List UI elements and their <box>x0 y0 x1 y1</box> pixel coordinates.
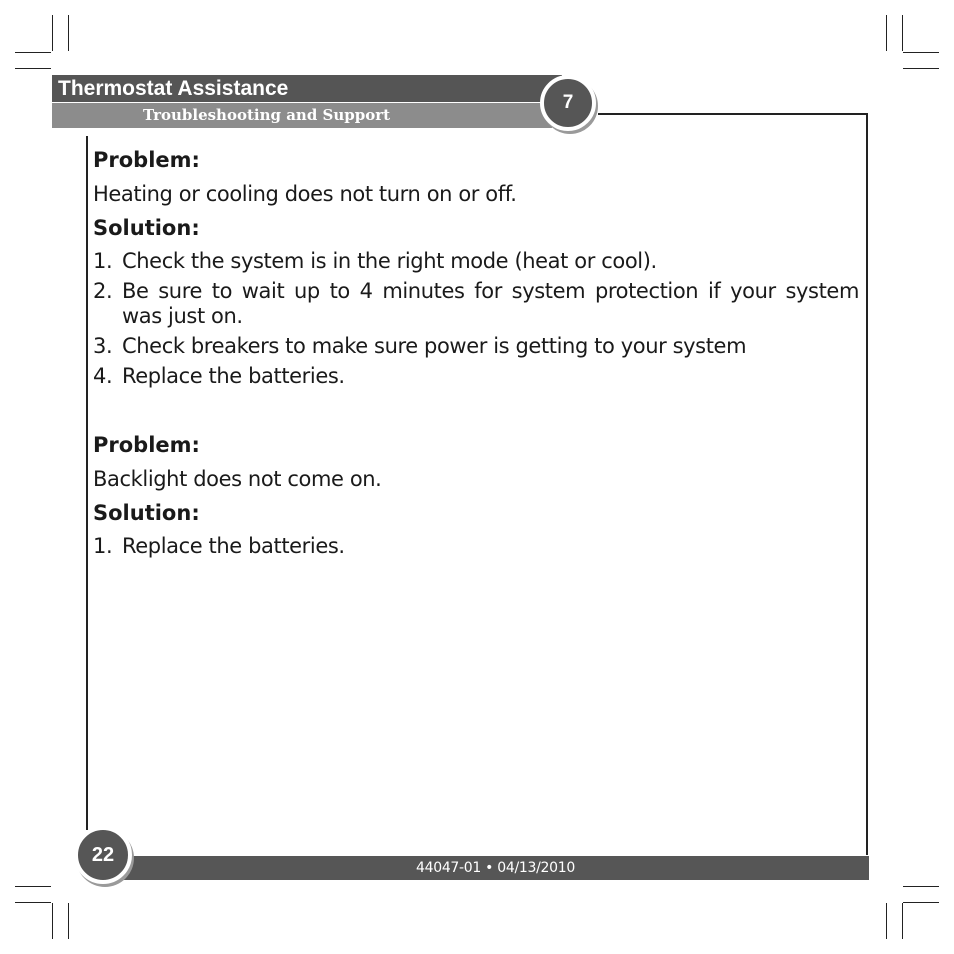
frame-top-rule <box>598 113 868 115</box>
solution-step <box>93 279 859 329</box>
crop-mark <box>903 886 939 887</box>
page-title: Thermostat Assistance <box>58 77 289 100</box>
problem-text: Heating or cooling does not turn on or off. <box>93 182 517 206</box>
crop-mark <box>902 903 903 939</box>
step-text: Replace the batteries. <box>122 534 345 558</box>
crop-mark <box>52 15 53 51</box>
solution-label: Solution: <box>93 216 200 240</box>
crop-mark <box>15 886 51 887</box>
step-number: 3. <box>93 334 113 358</box>
problem-section <box>93 428 859 559</box>
document-info: 44047-01 • 04/13/2010 <box>416 860 575 876</box>
solution-step <box>93 334 859 359</box>
crop-mark <box>903 902 939 903</box>
solution-step <box>93 364 859 389</box>
crop-mark <box>68 903 69 939</box>
problem-label: Problem: <box>93 433 200 457</box>
frame-right-rule <box>866 113 868 855</box>
troubleshooting-content <box>93 143 859 564</box>
step-number: 2. <box>93 279 113 303</box>
crop-mark <box>52 903 53 939</box>
problem-section <box>93 143 859 389</box>
crop-mark <box>886 903 887 939</box>
solution-step <box>93 249 859 274</box>
crop-mark <box>902 15 903 51</box>
step-number: 1. <box>93 534 113 558</box>
crop-mark <box>68 15 69 51</box>
chapter-badge: 7 <box>540 75 596 131</box>
crop-mark <box>15 52 51 53</box>
step-number: 4. <box>93 364 113 388</box>
solution-step <box>93 534 859 559</box>
step-text: Check the system is in the right mode (heat or cool). <box>122 249 657 273</box>
solution-label: Solution: <box>93 501 200 525</box>
page-subtitle: Troubleshooting and Support <box>143 106 391 124</box>
frame-left-rule <box>86 136 88 830</box>
step-text: Check breakers to make sure power is getting to your system <box>122 334 747 358</box>
step-number: 1. <box>93 249 113 273</box>
problem-text: Backlight does not come on. <box>93 467 382 491</box>
page-number-badge: 22 <box>74 826 132 884</box>
section-spacer <box>93 394 859 428</box>
crop-mark <box>903 68 939 69</box>
crop-mark <box>15 68 51 69</box>
step-text: Replace the batteries. <box>122 364 345 388</box>
step-text: Be sure to wait up to 4 minutes for system protection if your system was just on. <box>122 279 859 328</box>
problem-label: Problem: <box>93 148 200 172</box>
crop-mark <box>886 15 887 51</box>
crop-mark <box>15 902 51 903</box>
crop-mark <box>903 52 939 53</box>
